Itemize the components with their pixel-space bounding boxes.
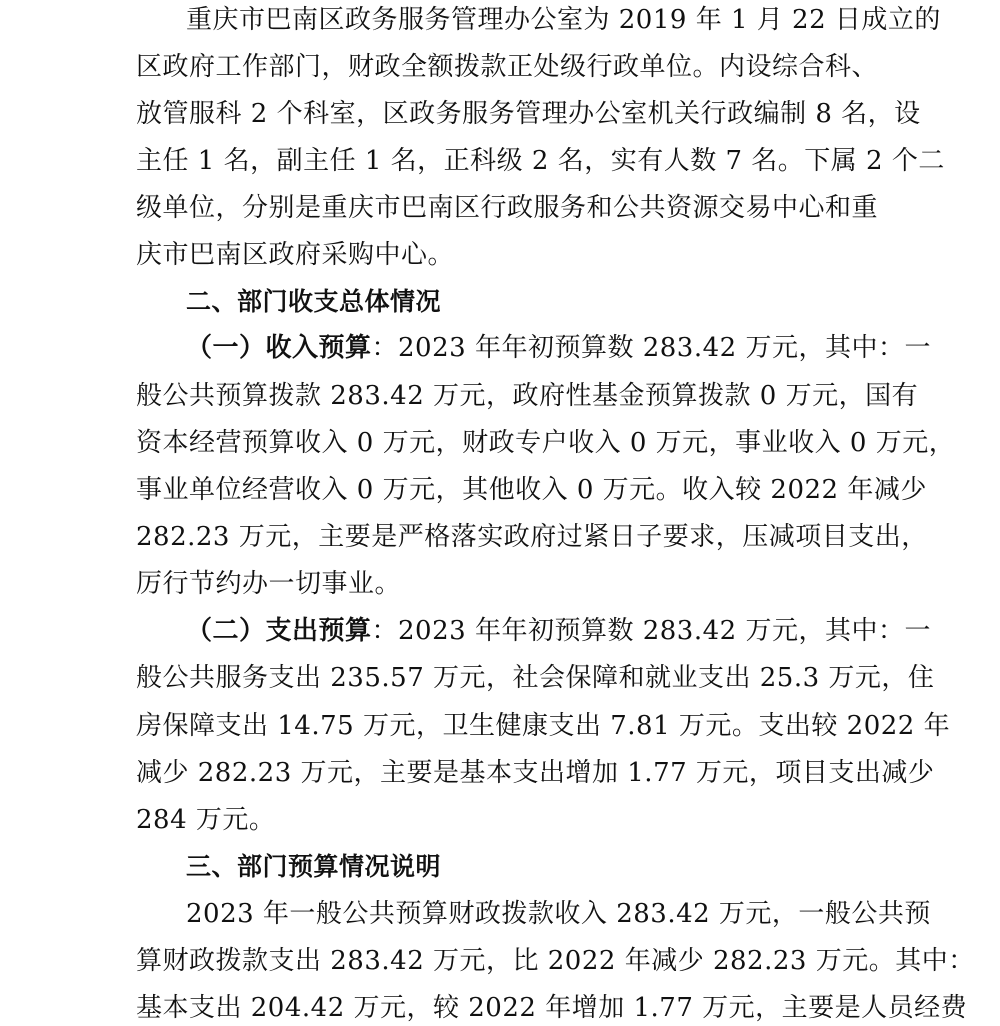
subsection-lead: （一）收入预算 <box>186 333 372 363</box>
paragraph-line: 284 万元。 <box>136 805 276 835</box>
paragraph-line: 般公共预算拨款 283.42 万元，政府性基金预算拨款 0 万元，国有 <box>136 381 919 411</box>
paragraph-line: 算财政拨款支出 283.42 万元，比 2022 年减少 282.23 万元。其中： <box>136 946 975 976</box>
paragraph-line: 般公共服务支出 235.57 万元，社会保障和就业支出 25.3 万元，住 <box>136 663 935 693</box>
paragraph-text: ：2023 年年初预算数 283.42 万元，其中：一 <box>371 333 931 363</box>
paragraph-line: 主任 1 名，副主任 1 名，正科级 2 名，实有人数 7 名。下属 2 个二 <box>136 146 945 176</box>
section-heading: 三、部门预算情况说明 <box>186 852 442 881</box>
paragraph-line: 282.23 万元，主要是严格落实政府过紧日子要求，压减项目支出， <box>136 522 928 552</box>
paragraph-line: 房保障支出 14.75 万元，卫生健康支出 7.81 万元。支出较 2022 年 <box>136 711 951 741</box>
paragraph-line: 基本支出 204.42 万元，较 2022 年增加 1.77 万元，主要是人员经费 <box>136 993 968 1023</box>
paragraph-line: 重庆市巴南区政务服务管理办公室为 2019 年 1 月 22 日成立的 <box>186 5 941 35</box>
paragraph-text: ：2023 年年初预算数 283.42 万元，其中：一 <box>371 616 931 646</box>
paragraph-line: 2023 年一般公共预算财政拨款收入 283.42 万元，一般公共预 <box>186 899 931 929</box>
paragraph-line: 放管服科 2 个科室，区政务服务管理办公室机关行政编制 8 名，设 <box>136 99 921 129</box>
subsection-lead: （二）支出预算 <box>186 616 372 646</box>
paragraph-line: 庆市巴南区政府采购中心。 <box>136 240 455 270</box>
section-heading: 二、部门收支总体情况 <box>186 287 442 316</box>
paragraph-line <box>186 613 931 649</box>
paragraph-line: 厉行节约办一切事业。 <box>136 569 402 599</box>
paragraph-line: 区政府工作部门，财政全额拨款正处级行政单位。内设综合科、 <box>136 52 879 82</box>
paragraph-line: 减少 282.23 万元，主要是基本支出增加 1.77 万元，项目支出减少 <box>136 758 935 788</box>
paragraph-line: 资本经营预算收入 0 万元，财政专户收入 0 万元，事业收入 0 万元， <box>136 428 956 458</box>
paragraph-line <box>186 330 931 366</box>
paragraph-line: 事业单位经营收入 0 万元，其他收入 0 万元。收入较 2022 年减少 <box>136 475 927 505</box>
paragraph-line: 级单位，分别是重庆市巴南区行政服务和公共资源交易中心和重 <box>136 193 879 223</box>
